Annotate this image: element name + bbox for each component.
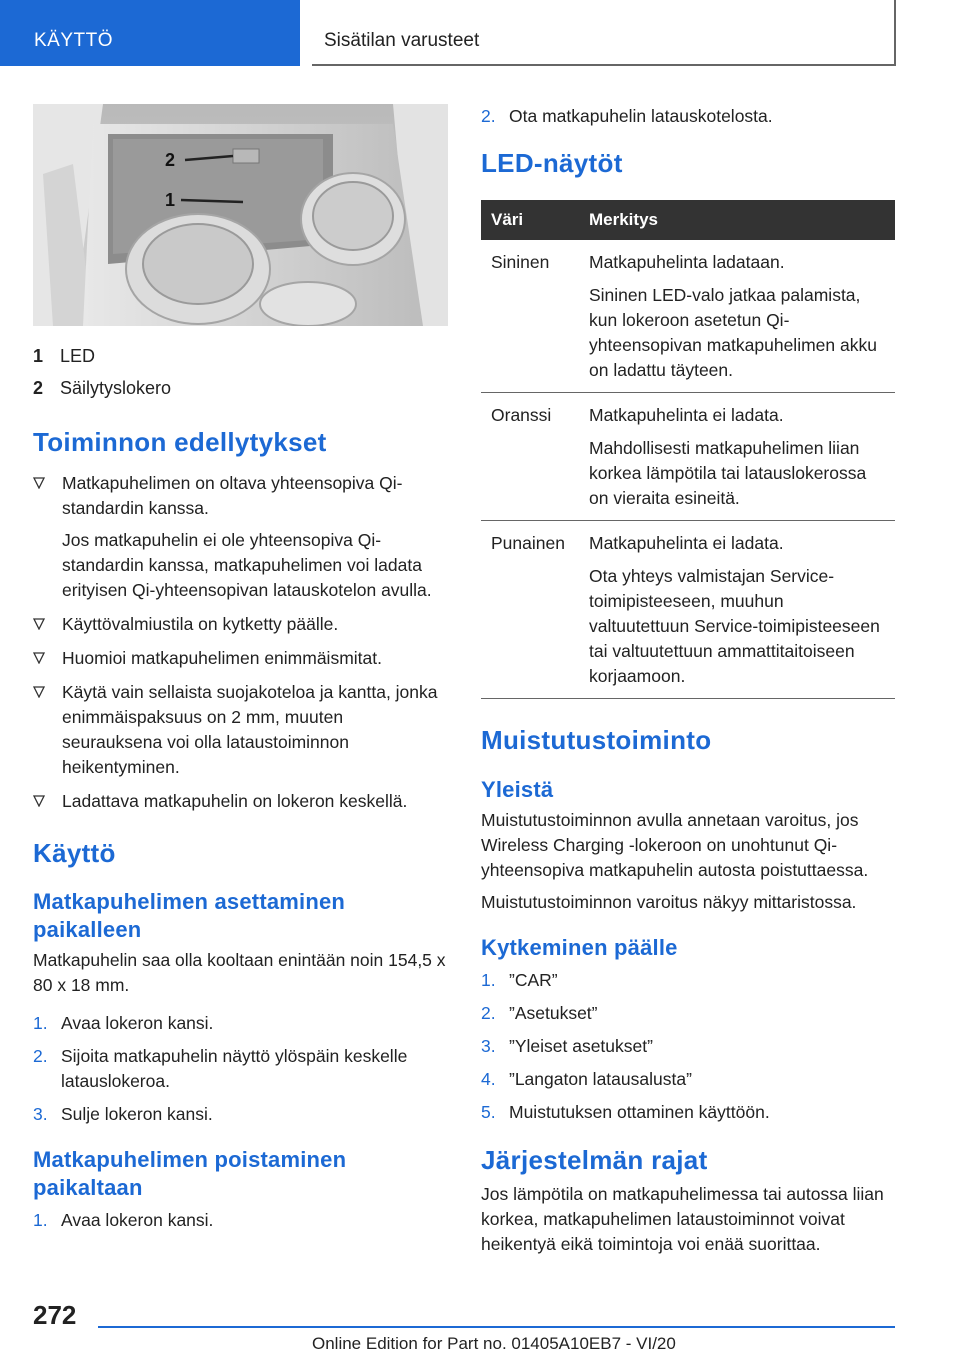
triangle-bullet-icon — [33, 795, 45, 807]
meaning-line: Ota yhteys valmistajan Service-toimipisteeseen, muuhun valtuutettuun Service-toimipisteeseen tai valtuutettuun ammattitaitoiseen korjaamoon. — [589, 566, 880, 686]
requirements-heading: Toiminnon edellytykset — [33, 427, 327, 457]
table-header-row — [481, 200, 895, 240]
meaning-line: Sininen LED-valo jatkaa palamista, kun lokeroon asetetun Qi-yhteensopivan matkapuhelimen akku on ladattu täyteen. — [589, 285, 877, 380]
requirement-text: Ladattava matkapuhelin on lokeron keskellä. — [62, 791, 408, 811]
step-item — [481, 1034, 895, 1059]
requirement-text: Matkapuhelimen on oltava yhteensopiva Qi-standardin kanssa. — [62, 473, 403, 518]
step-number: 1. — [481, 970, 496, 990]
chapter-header — [312, 0, 896, 66]
edition-note: Online Edition for Part no. 01405A10EB7 - VI/20 — [312, 1334, 676, 1353]
enable-steps — [481, 968, 895, 1125]
step-text: ”Asetukset” — [509, 1003, 598, 1023]
storage-compartment-drawing — [33, 104, 448, 326]
requirement-text: Käyttövalmiustila on kytketty päälle. — [62, 614, 339, 634]
step-text: ”Langaton latausalusta” — [509, 1069, 692, 1089]
step-item — [481, 1100, 895, 1125]
insert-steps — [33, 1011, 448, 1127]
meaning-line: Matkapuhelinta ei ladata. — [589, 405, 784, 425]
reminder-heading: Muistutustoiminto — [481, 725, 712, 755]
callout-item — [33, 372, 448, 404]
list-item — [33, 646, 448, 671]
list-item — [33, 612, 448, 637]
triangle-bullet-icon — [33, 686, 45, 698]
led-color-cell: Oranssi — [481, 393, 579, 521]
figure-callout-1: 1 — [165, 190, 176, 210]
column-header-meaning: Merkitys — [579, 200, 895, 240]
right-column — [481, 104, 895, 1257]
step-text: Ota matkapuhelin latauskotelosta. — [509, 106, 773, 126]
remove-steps — [33, 1208, 448, 1233]
footer-rule — [98, 1326, 895, 1328]
triangle-bullet-icon — [33, 477, 45, 489]
step-item — [481, 1001, 895, 1026]
requirement-text: Huomioi matkapuhelimen enimmäismitat. — [62, 648, 382, 668]
list-item — [33, 789, 448, 814]
step-text: ”Yleiset asetukset” — [509, 1036, 653, 1056]
step-number: 2. — [481, 106, 496, 126]
limits-heading: Järjestelmän rajat — [481, 1145, 708, 1175]
led-color-cell: Sininen — [481, 240, 579, 393]
step-text: Muistutuksen ottaminen käyttöön. — [509, 1102, 770, 1122]
requirement-text: Käytä vain sellaista suojakoteloa ja kantta, jonka enimmäispaksuus on 2 mm, muuten seurauksena voi olla lataustoiminnon heikentyminen. — [62, 682, 438, 777]
section-tab — [0, 0, 300, 66]
led-color-cell: Punainen — [481, 521, 579, 699]
table-row — [481, 393, 895, 521]
step-text: Sijoita matkapuhelin näyttö ylöspäin keskelle latauslokeroa. — [61, 1046, 408, 1091]
step-number: 2. — [481, 1003, 496, 1023]
triangle-bullet-icon — [33, 652, 45, 664]
left-column — [33, 104, 448, 1241]
meaning-line: Matkapuhelinta ladataan. — [589, 252, 785, 272]
insert-heading: Matkapuhelimen asettaminen paikalleen — [33, 889, 346, 942]
step-text: ”CAR” — [509, 970, 558, 990]
list-item — [33, 471, 448, 603]
step-number: 1. — [33, 1013, 48, 1033]
figure-callout-2: 2 — [165, 150, 176, 170]
meaning-line: Matkapuhelinta ei ladata. — [589, 533, 784, 553]
led-meaning-cell — [579, 521, 895, 699]
step-number: 3. — [33, 1104, 48, 1124]
callout-item — [33, 340, 448, 372]
step-text: Avaa lokeron kansi. — [61, 1013, 214, 1033]
page-number: 272 — [33, 1300, 77, 1330]
enable-heading: Kytkeminen päälle — [481, 935, 678, 960]
section-label: KÄYTTÖ — [34, 30, 114, 51]
step-item — [33, 1044, 448, 1094]
led-meaning-cell — [579, 240, 895, 393]
requirements-list — [33, 471, 448, 814]
step-number: 5. — [481, 1102, 496, 1122]
step-number: 2. — [33, 1046, 48, 1066]
step-item — [33, 1011, 448, 1036]
general-paragraph: Muistutustoiminnon varoitus näkyy mittaristossa. — [481, 892, 857, 912]
step-number: 4. — [481, 1069, 496, 1089]
step-text: Sulje lokeron kansi. — [61, 1104, 213, 1124]
remove-heading: Matkapuhelimen poistaminen paikaltaan — [33, 1147, 347, 1200]
general-paragraph: Muistutustoiminnon avulla annetaan varoitus, jos Wireless Charging -lokeroon on unohtunut Qi-yhteensopiva matkapuhelin autosta poistuttaessa. — [481, 810, 869, 880]
step-text: Avaa lokeron kansi. — [61, 1210, 214, 1230]
led-table — [481, 200, 895, 699]
general-heading: Yleistä — [481, 777, 554, 802]
callout-legend — [33, 340, 448, 404]
step-item — [33, 1208, 448, 1233]
table-row — [481, 521, 895, 699]
remove-steps-continued — [481, 104, 895, 129]
list-item — [33, 680, 448, 780]
insert-text: Matkapuhelin saa olla kooltaan enintään noin 154,5 x 80 x 18 mm. — [33, 950, 446, 995]
table-row — [481, 240, 895, 393]
callout-text: LED — [60, 346, 96, 366]
led-meaning-cell — [579, 393, 895, 521]
step-item — [481, 968, 895, 993]
callout-number: 1 — [33, 346, 44, 366]
led-heading: LED-näytöt — [481, 148, 623, 178]
chapter-title: Sisätilan varusteet — [324, 30, 480, 51]
usage-heading: Käyttö — [33, 838, 116, 868]
step-item — [481, 104, 895, 129]
column-header-color: Väri — [481, 200, 579, 240]
step-item — [481, 1067, 895, 1092]
step-number: 3. — [481, 1036, 496, 1056]
step-item — [33, 1102, 448, 1127]
storage-compartment-illustration — [33, 104, 448, 326]
meaning-line: Mahdollisesti matkapuhelimen liian korkea lämpötila tai latauslokerossa on vieraita esineitä. — [589, 438, 867, 508]
limits-paragraph: Jos lämpötila on matkapuhelimessa tai autossa liian korkea, matkapuhelimen lataustoiminnot voivat heikentyä eikä toimintoja voi enää suorittaa. — [481, 1184, 884, 1254]
step-number: 1. — [33, 1210, 48, 1230]
triangle-bullet-icon — [33, 618, 45, 630]
requirement-note: Jos matkapuhelin ei ole yhteensopiva Qi-standardin kanssa, matkapuhelimen voi ladata erityisen Qi-yhteensopivan latauskotelon avulla. — [62, 530, 432, 600]
callout-number: 2 — [33, 378, 44, 398]
callout-text: Säilytyslokero — [60, 378, 172, 398]
